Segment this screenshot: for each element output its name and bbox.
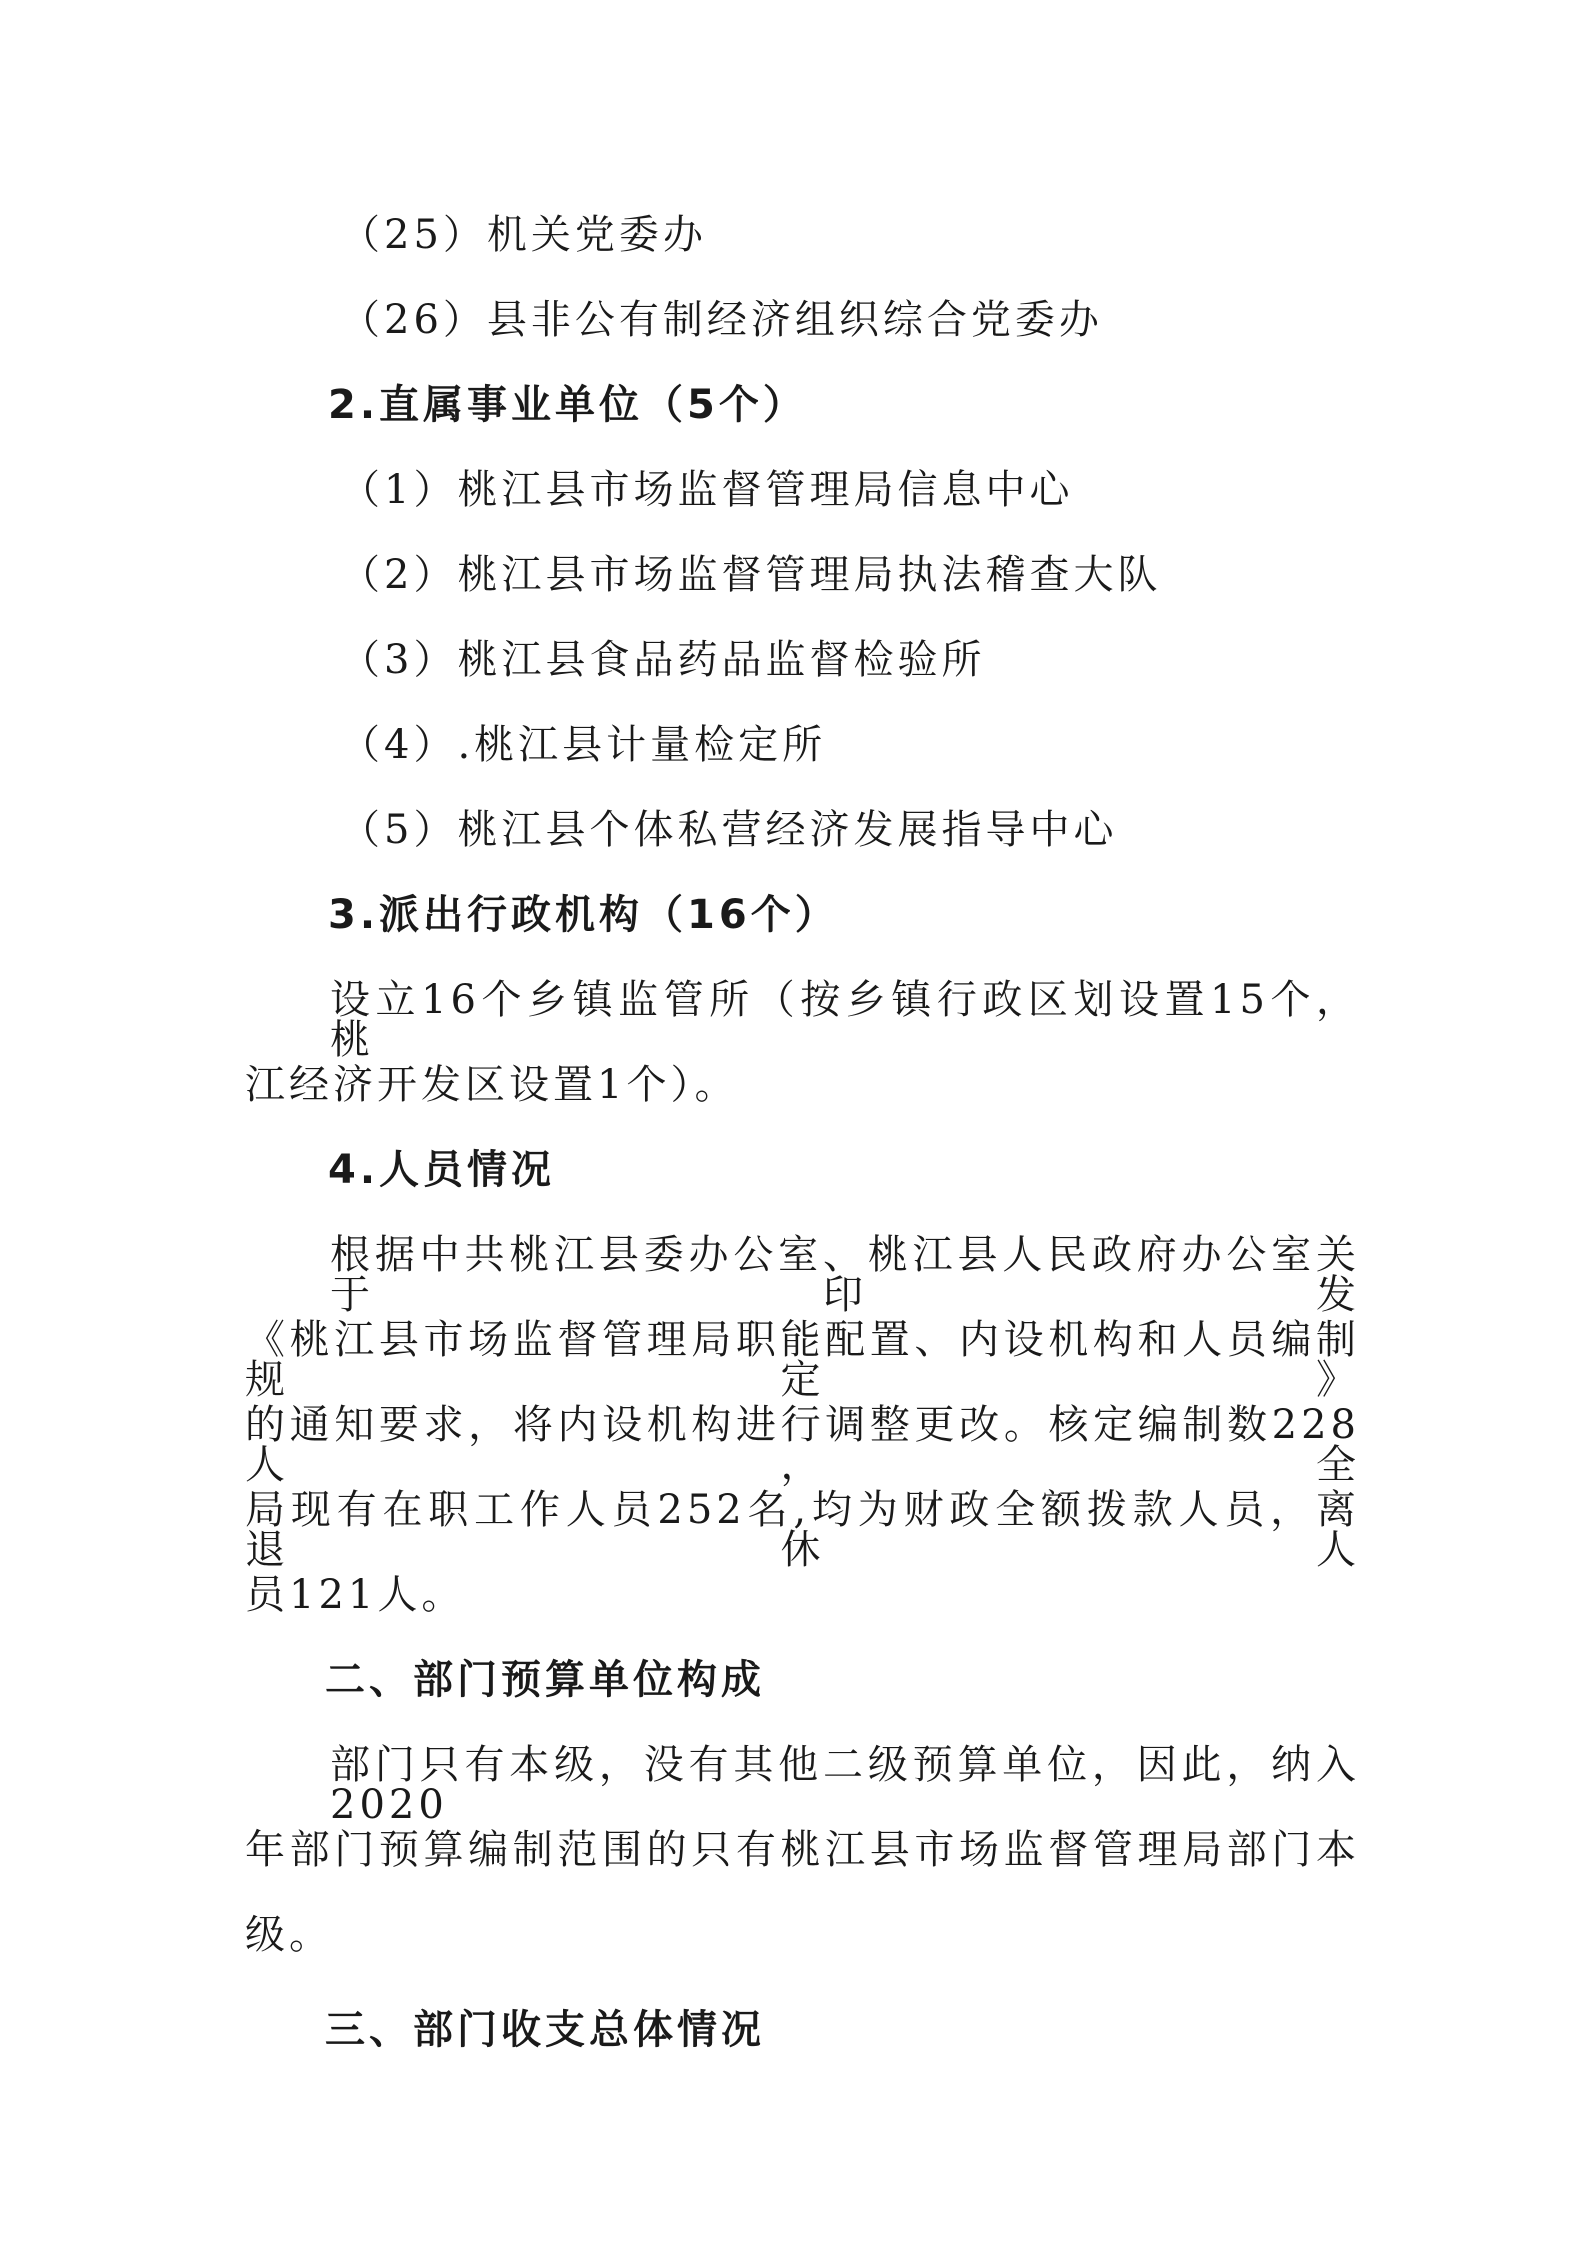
unit-item-3: （3）桃江县食品药品监督检验所 — [340, 637, 986, 683]
list-item-26: （26）县非公有制经济组织综合党委办 — [340, 297, 1103, 343]
heading-personnel: 4.人员情况 — [328, 1147, 556, 1193]
paragraph-personnel-line-5: 员121人。 — [245, 1572, 466, 1618]
paragraph-personnel-line-3: 的通知要求，将内设机构进行调整更改。核定编制数228人，全 — [245, 1402, 1360, 1488]
paragraph-personnel-line-2: 《桃江县市场监督管理局职能配置、内设机构和人员编制规定》 — [245, 1317, 1360, 1403]
heading-direct-units: 2.直属事业单位（5个） — [328, 382, 807, 428]
paragraph-budget-line-1: 部门只有本级，没有其他二级预算单位，因此，纳入2020 — [330, 1742, 1360, 1828]
paragraph-agencies-line-2: 江经济开发区设置1个）。 — [245, 1062, 739, 1108]
list-item-25: （25）机关党委办 — [340, 212, 707, 258]
unit-item-1: （1）桃江县市场监督管理局信息中心 — [340, 467, 1074, 513]
paragraph-personnel-line-1: 根据中共桃江县委办公室、桃江县人民政府办公室关于印发 — [330, 1232, 1360, 1318]
heading-dispatched-agencies: 3.派出行政机构（16个） — [328, 892, 839, 938]
paragraph-personnel-line-4: 局现有在职工作人员252名,均为财政全额拨款人员，离退休人 — [245, 1487, 1360, 1573]
paragraph-budget-line-3: 级。 — [245, 1912, 333, 1958]
section-heading-budget-units: 二、部门预算单位构成 — [325, 1657, 765, 1703]
unit-item-2: （2）桃江县市场监督管理局执法稽查大队 — [340, 552, 1162, 598]
paragraph-agencies-line-1: 设立16个乡镇监管所（按乡镇行政区划设置15个，桃 — [330, 977, 1360, 1063]
unit-item-5: （5）桃江县个体私营经济发展指导中心 — [340, 807, 1118, 853]
paragraph-budget-line-2: 年部门预算编制范围的只有桃江县市场监督管理局部门本 — [245, 1827, 1360, 1873]
unit-item-4: （4）.桃江县计量检定所 — [340, 722, 827, 768]
section-heading-revenue-expenditure: 三、部门收支总体情况 — [325, 2007, 765, 2053]
